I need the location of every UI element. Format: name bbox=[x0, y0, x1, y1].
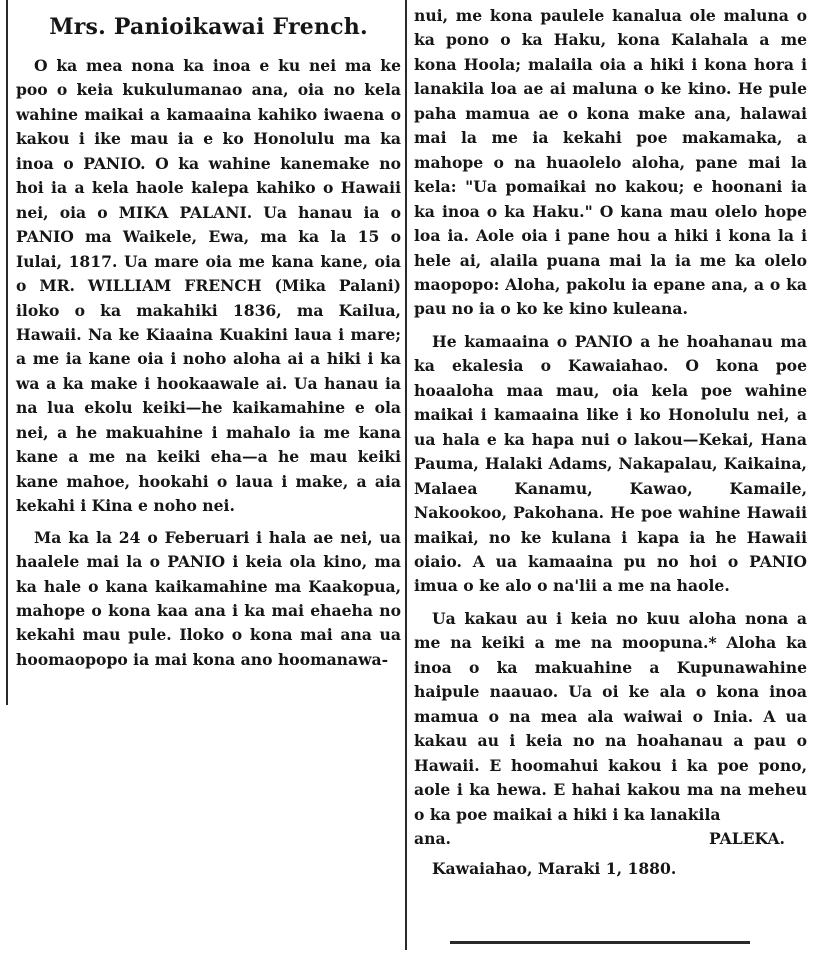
article-paragraph-4: Ua kakau au i keia no kuu aloha nona a me na keiki a me na moopuna.* Aloha ka inoa o ka makuahine a Kupunawahine haipule naauao. Ua oi ke ala o kona inoa mamua o na mea ala waiwai o Inia. A ua kakau au i keia no na hoahanau a pau o Hawaii. E hoomahui kakou i ka poe pono, aole i ka hewa. E hahai kakou ma na meheu o ka poe maikai a hiki i ka lanakila bbox=[414, 608, 807, 824]
closing-word: ana. bbox=[414, 828, 451, 848]
left-column-rule bbox=[6, 0, 8, 705]
author-signature: PALEKA. bbox=[709, 828, 785, 848]
article-paragraph-1-continued: nui, me kona paulele kanalua ole maluna o ka pono o ka Haku, kona Kalahala a me kona Hoola; malaila oia a hiki i kona hora i lanakila loa ae ai maluna o ke kino. He pule paha mamua ae o kona make ana, halawai mai la me ia kekahi poe makamaka, a mahope o na huaolelo aloha, pane mai la kela: "Ua pomaikai no kakou; e hoonani ia ka inoa o ka Haku." O kana mau olelo hope loa ia. Aole oia i pane hou a hiki i kona la i hele ai, alaila puana mai la ia me ka olelo maopopo: Aloha, pakolu ia epane ana, a o ka pau no ia o ko ke kino kuleana. bbox=[414, 6, 807, 319]
column-divider-rule bbox=[405, 0, 407, 950]
article-paragraph-2: Ma ka la 24 o Feberuari i hala ae nei, ua haalele mai la o PANIO i keia ola kino, ma ka hale o kana kaikamahine ma Kaakopua, mahope o kona kaa ana i ka mai ehaeha no kekahi mau pule. Iloko o kona mai ana ua hoomaopopo ia mai kona ano hoomanawa- bbox=[16, 527, 401, 669]
next-article-fragment bbox=[414, 935, 807, 955]
article-paragraph-1: O ka mea nona ka inoa e ku nei ma ke poo o keia kukulumanao ana, oia no kela wahine maikai a kamaaina kahiko iwaena o kakou i ike mau ia e ko Honolulu ma ka inoa o PANIO. O ka wahine kanemake no hoi ia a kela haole kalepa kahiko o Hawaii nei, oia o MIKA PALANI. Ua hanau ia o PANIO ma Waikele, Ewa, ma ka la 15 o Iulai, 1817. Ua mare oia me kana kane, oia o MR. WILLIAM FRENCH (Mika Palani) iloko o ka makahiki 1836, ma Kailua, Hawaii. Na ke Kiaaina Kuakini laua i mare; a me ia kane oia i noho aloha ai a hiki i ka wa a ka make i hookaawale ai. Ua hanau ia na lua ekolu keiki—he kaikamahine e ola nei, a he makuahine i mahalo ia me kana kane a me na keiki eha—a he mau keiki kane mahoe, hookahi o laua i make, a aia kekahi i Kina e noho nei. bbox=[16, 56, 401, 516]
article-headline: Mrs. Panioikawai French. bbox=[49, 14, 368, 40]
closing-line bbox=[414, 827, 807, 851]
article-paragraph-3: He kamaaina o PANIO a he hoahanau ma ka ekalesia o Kawaiahao. O kona poe hoaaloha maa mau, oia kela poe wahine maikai i kamaaina like i ko Honolulu nei, a ua hala e ka hapa nui o lakou—Kekai, Hana Pauma, Halaki Adams, Nakapalau, Kaikaina, Malaea Kanamu, Kawao, Kamaile, Nakookoo, Pakohana. He poe wahine Hawaii maikai, no ke kulana i kapa ia he Hawaii oiaio. A ua kamaaina pu no hoi o PANIO imua o ke alo o na'lii a me na haole. bbox=[414, 331, 807, 596]
next-headline-fragment bbox=[450, 941, 750, 955]
left-column bbox=[16, 0, 401, 672]
dateline: Kawaiahao, Maraki 1, 1880. bbox=[432, 859, 677, 879]
right-column bbox=[414, 0, 807, 881]
